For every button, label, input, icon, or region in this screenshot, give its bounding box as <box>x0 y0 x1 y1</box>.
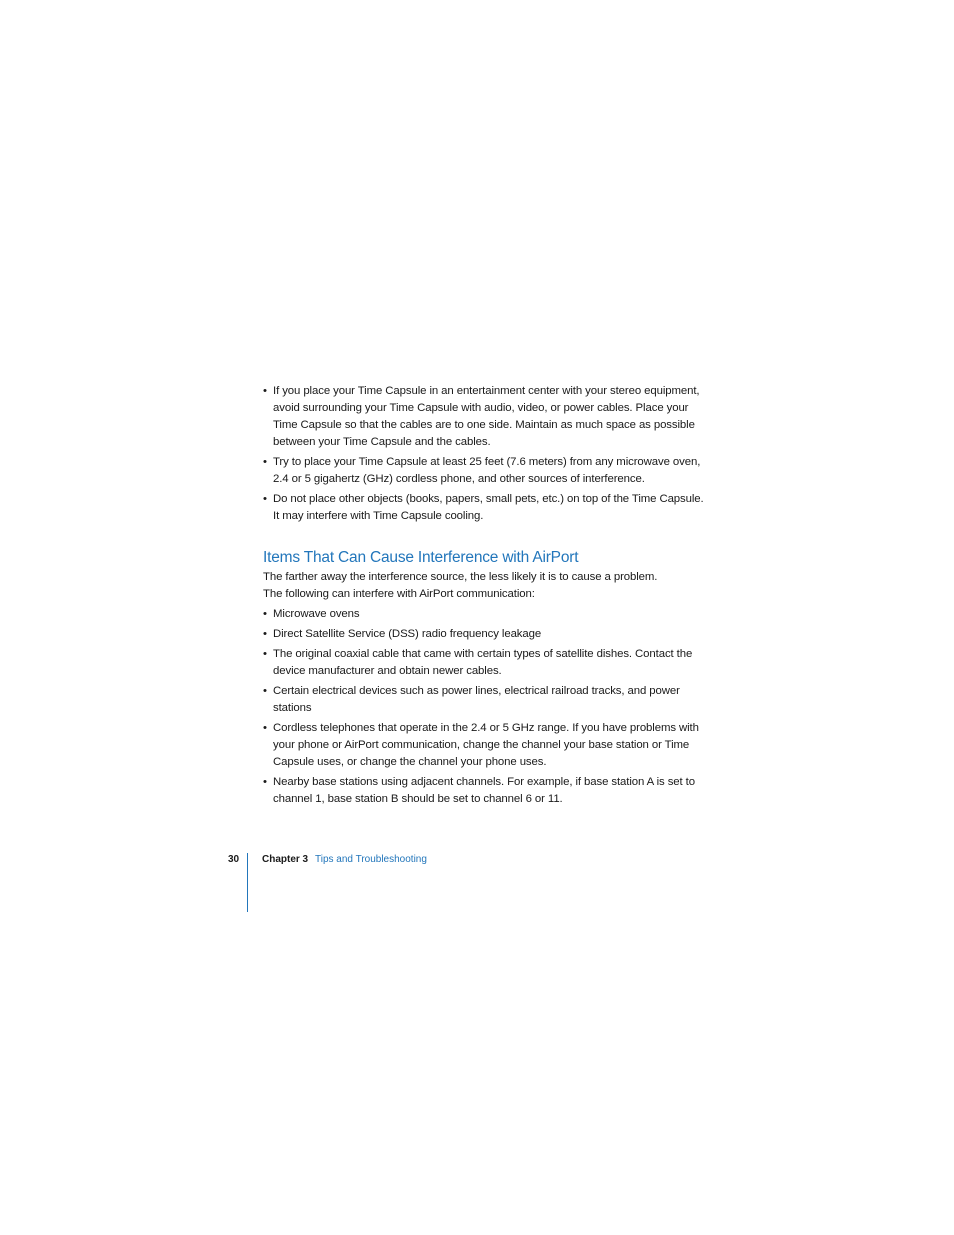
list-item <box>263 491 708 525</box>
list-item-text: Certain electrical devices such as power lines, electrical railroad tracks, and power stations <box>273 685 680 714</box>
interference-sources-list <box>263 606 708 808</box>
footer-divider <box>247 853 248 912</box>
list-item-text: Microwave ovens <box>273 608 360 620</box>
bullet-icon: • <box>263 628 267 640</box>
page-number: 30 <box>228 854 240 865</box>
bullet-icon: • <box>263 722 267 734</box>
list-item <box>263 454 708 488</box>
chapter-title-link[interactable]: Tips and Troubleshooting <box>315 854 427 865</box>
list-item-text: Cordless telephones that operate in the 2.4 or 5 GHz range. If you have problems with your phone or AirPort communication, change the channel your base station or Time Capsule uses, or change the channel your phone uses. <box>273 722 699 768</box>
bullet-icon: • <box>263 608 267 620</box>
intro-line: The following can interfere with AirPort communication: <box>263 588 535 600</box>
list-item-text: Direct Satellite Service (DSS) radio frequency leakage <box>273 628 542 640</box>
list-item-text: The original coaxial cable that came with certain types of satellite dishes. Contact the device manufacturer and obtain newer cables. <box>273 648 693 677</box>
bullet-icon: • <box>263 776 267 788</box>
placement-tips-list <box>263 383 708 525</box>
chapter-label: Chapter 3 <box>262 854 309 865</box>
list-item <box>263 383 708 451</box>
list-item <box>263 606 708 623</box>
bullet-icon: • <box>263 493 267 505</box>
list-item-text: If you place your Time Capsule in an entertainment center with your stereo equipment, avoid surrounding your Time Capsule with audio, video, or power cables. Place your Time Capsule so that the cables are to one side. Maintain as much space as possible between your Time Capsule and the cables. <box>273 385 700 448</box>
list-item-text: Nearby base stations using adjacent channels. For example, if base station A is set to channel 1, base station B should be set to channel 6 or 11. <box>273 776 695 805</box>
bullet-icon: • <box>263 648 267 660</box>
list-item-text: Do not place other objects (books, papers, small pets, etc.) on top of the Time Capsule. It may interfere with Time Capsule cooling. <box>273 493 704 522</box>
list-item <box>263 683 708 717</box>
list-item <box>263 626 708 643</box>
list-item-text: Try to place your Time Capsule at least 25 feet (7.6 meters) from any microwave oven, 2.4 or 5 gigahertz (GHz) cordless phone, and other sources of interference. <box>273 456 701 485</box>
list-item <box>263 720 708 771</box>
section-heading: Items That Can Cause Interference with AirPort <box>263 549 579 566</box>
bullet-icon: • <box>263 456 267 468</box>
list-item <box>263 774 708 808</box>
bullet-icon: • <box>263 685 267 697</box>
bullet-icon: • <box>263 385 267 397</box>
list-item <box>263 646 708 680</box>
page-content <box>263 383 708 811</box>
intro-line: The farther away the interference source, the less likely it is to cause a problem. <box>263 571 658 583</box>
section-intro <box>263 569 708 603</box>
